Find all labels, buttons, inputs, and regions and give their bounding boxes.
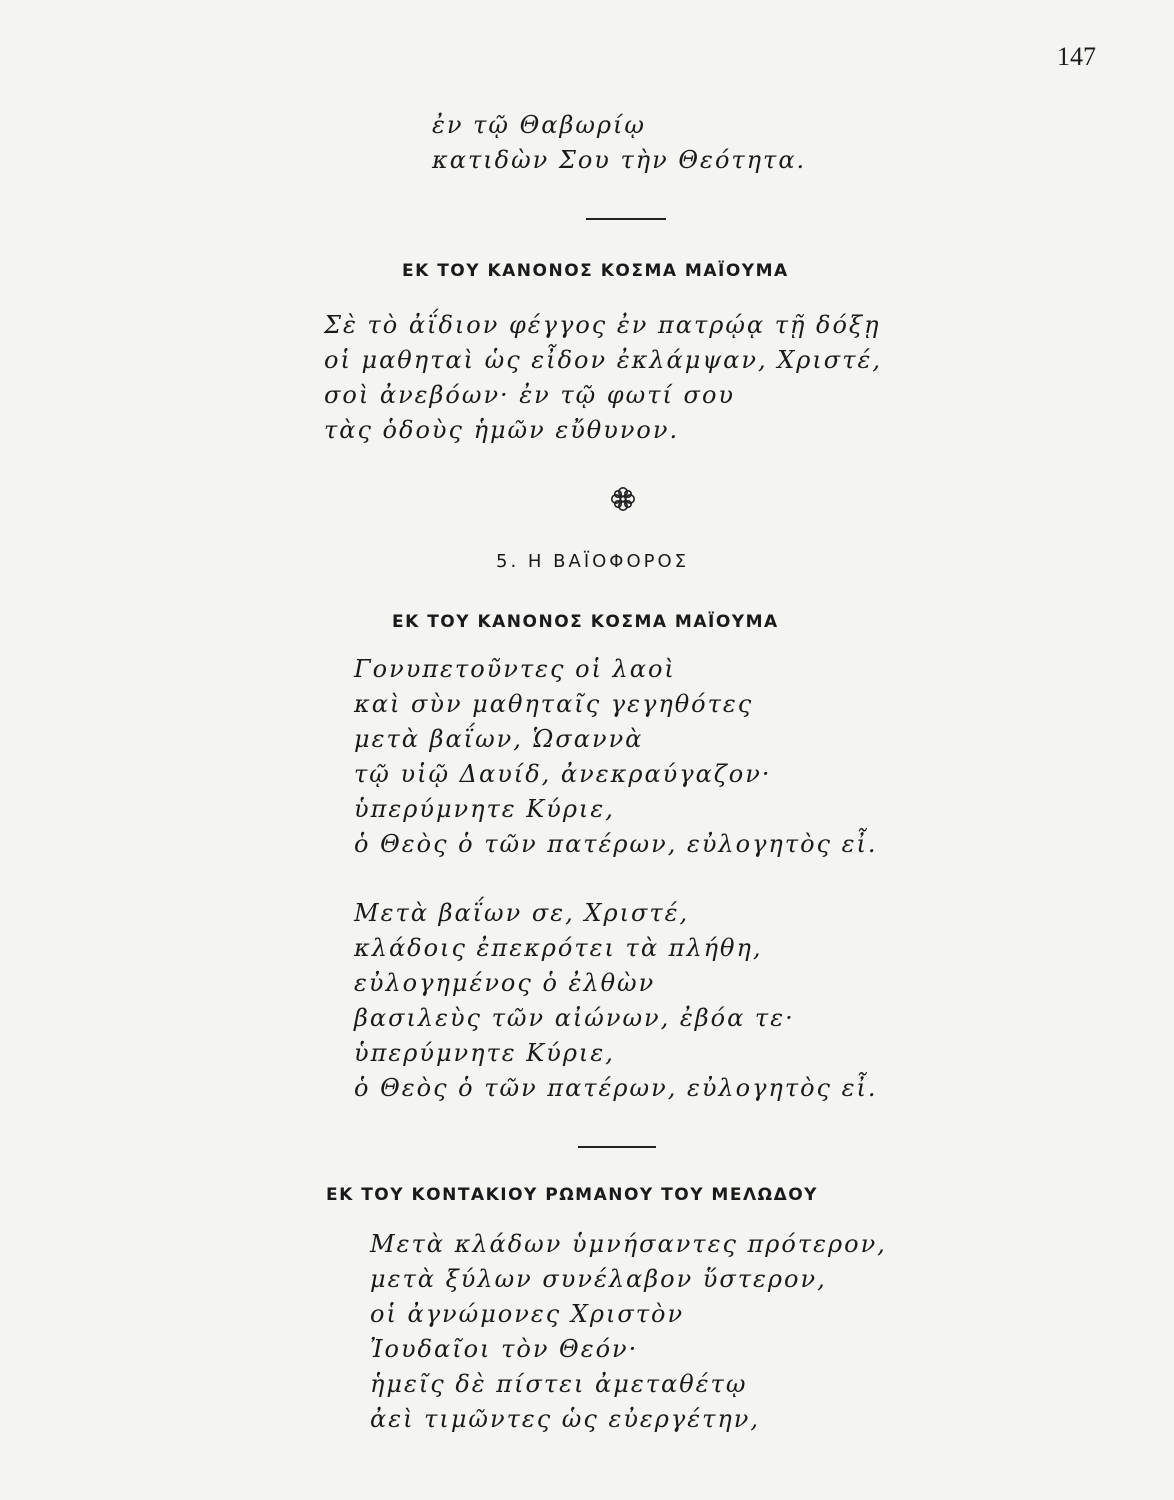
verse-line: ἐν τῷ Θαβωρίῳ	[432, 111, 646, 139]
page-number: 147	[1057, 42, 1096, 71]
flower-ornament-icon	[610, 486, 636, 512]
verse-line: τὰς ὁδοὺς ἡμῶν εὔθυνον.	[324, 416, 680, 444]
verse-line: ἀεὶ τιμῶντες ὡς εὐεργέτην,	[370, 1405, 760, 1433]
verse-line: εὐλογημένος ὁ ἐλθὼν	[354, 969, 656, 997]
verse-line: ἡμεῖς δὲ πίστει ἀμεταθέτῳ	[370, 1370, 748, 1398]
verse-line: βασιλεὺς τῶν αἰώνων, ἐβόα τε·	[354, 1004, 795, 1032]
verse-line: Μετὰ βαΐων σε, Χριστέ,	[354, 899, 690, 927]
verse-line: μετὰ ξύλων συνέλαβον ὕστερον,	[370, 1265, 827, 1293]
heading-kanon-kosma-1: ΕΚ ΤΟΥ ΚΑΝΟΝΟΣ ΚΟΣΜΑ ΜΑΪΟΥΜΑ	[402, 261, 789, 281]
verse-line: οἱ μαθηταὶ ὡς εἶδον ἐκλάμψαν, Χριστέ,	[324, 346, 882, 374]
verse-line: ὑπερύμνητε Κύριε,	[354, 795, 615, 823]
section-divider	[586, 218, 666, 220]
verse-block-palm-sunday-1	[354, 652, 878, 862]
verse-line: τῷ υἱῷ Δαυίδ, ἀνεκραύγαζον·	[354, 760, 772, 788]
verse-line: κλάδοις ἐπεκρότει τὰ πλήθη,	[354, 934, 763, 962]
verse-block-palm-sunday-2	[354, 896, 878, 1106]
verse-line: Σὲ τὸ ἀΐδιον φέγγος ἐν πατρῴᾳ τῇ δόξῃ	[324, 311, 881, 339]
verse-line: μετὰ βαΐων, Ὡσαννὰ	[354, 725, 644, 753]
verse-line: καὶ σὺν μαθηταῖς γεγηθότες	[354, 690, 754, 718]
verse-line: σοὶ ἀνεβόων· ἐν τῷ φωτί σου	[324, 381, 735, 409]
verse-line: οἱ ἀγνώμονες Χριστὸν	[370, 1300, 685, 1328]
verse-line: Μετὰ κλάδων ὑμνήσαντες πρότερον,	[370, 1230, 887, 1258]
verse-line: Ἰουδαῖοι τὸν Θεόν·	[370, 1335, 639, 1363]
section-divider	[578, 1146, 656, 1148]
section-title-vaioforos: 5. Η ΒΑΪΟΦΟΡΟΣ	[496, 551, 690, 572]
verse-line: ὁ Θεὸς ὁ τῶν πατέρων, εὐλογητὸς εἶ.	[354, 830, 878, 858]
verse-block-thabor	[432, 108, 806, 178]
verse-line: ὑπερύμνητε Κύριε,	[354, 1039, 615, 1067]
verse-block-kontakion	[370, 1227, 887, 1437]
verse-line: ὁ Θεὸς ὁ τῶν πατέρων, εὐλογητὸς εἶ.	[354, 1074, 878, 1102]
heading-kanon-kosma-2: ΕΚ ΤΟΥ ΚΑΝΟΝΟΣ ΚΟΣΜΑ ΜΑΪΟΥΜΑ	[392, 612, 779, 632]
verse-block-transfiguration	[324, 308, 882, 448]
verse-line: Γονυπετοῦντες οἱ λαοὶ	[354, 655, 676, 683]
heading-kontakion-romanos: ΕΚ ΤΟΥ ΚΟΝΤΑΚΙΟΥ ΡΩΜΑΝΟΥ ΤΟΥ ΜΕΛΩΔΟΥ	[326, 1185, 818, 1205]
verse-line: κατιδὼν Σου τὴν Θεότητα.	[432, 146, 807, 174]
